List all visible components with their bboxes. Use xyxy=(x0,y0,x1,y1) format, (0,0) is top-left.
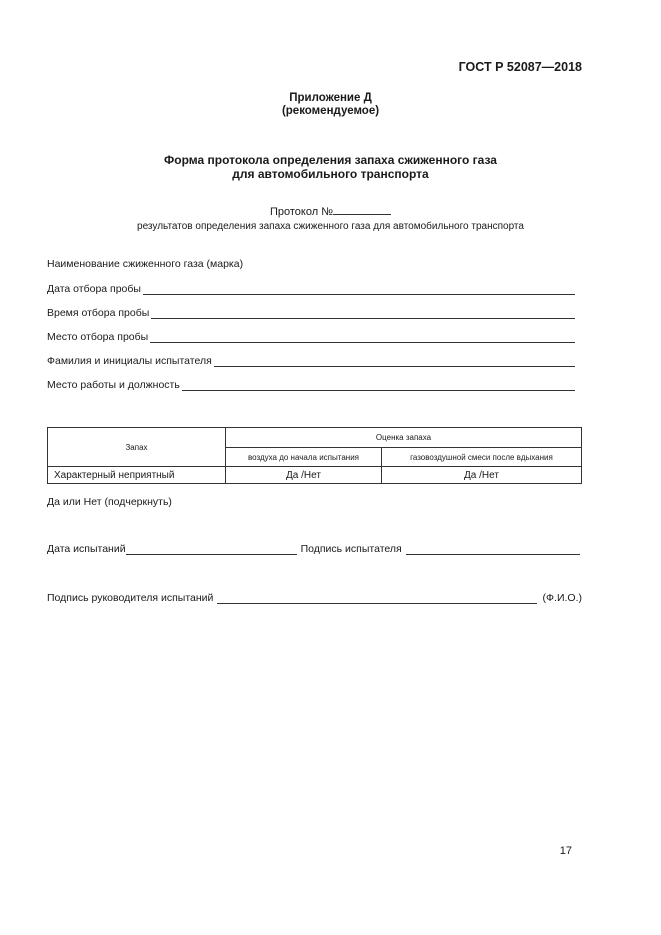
standard-number: ГОСТ Р 52087—2018 xyxy=(458,60,582,74)
protocol-number xyxy=(0,203,661,218)
form-title-line1: Форма протокола определения запаха сжиженного газа xyxy=(164,153,497,167)
manager-sign-label: Подпись руководителя испытаний xyxy=(47,592,214,604)
annex-subtitle: (рекомендуемое) xyxy=(281,105,380,117)
tester-sign-line xyxy=(406,543,580,555)
sample-date-label: Дата отбора пробы xyxy=(47,283,141,295)
sample-date-field xyxy=(47,283,575,295)
row-label: Характерный неприятный xyxy=(48,467,226,484)
protocol-results-text: результатов определения запаха сжиженного газа для автомобильного транспорта xyxy=(137,221,524,232)
manager-sign-line xyxy=(217,592,536,604)
sample-place-field xyxy=(47,331,575,343)
col-smell-header: Запах xyxy=(48,428,226,467)
protocol-number-blank xyxy=(333,203,391,215)
col-before-header: воздуха до начала испытания xyxy=(226,448,382,467)
col-eval-header: Оценка запаха xyxy=(226,428,582,448)
workplace-label: Место работы и должность xyxy=(47,379,180,391)
smell-evaluation-table xyxy=(47,427,582,484)
tester-name-field xyxy=(47,355,575,367)
sample-place-line xyxy=(150,331,575,343)
annex-title: Приложение Д xyxy=(289,92,372,104)
tester-name-line xyxy=(214,355,575,367)
sample-place-label: Место отбора пробы xyxy=(47,331,149,343)
tester-sign-label: Подпись испытателя xyxy=(300,543,402,555)
row-before-value: Да /Нет xyxy=(226,467,382,484)
page-number: 17 xyxy=(559,845,572,857)
row-after-value: Да /Нет xyxy=(381,467,581,484)
tester-name-label: Фамилия и инициалы испытателя xyxy=(47,355,212,367)
sample-time-field xyxy=(47,307,575,319)
form-title-line2: для автомобильного транспорта xyxy=(232,167,429,181)
sample-time-label: Время отбора пробы xyxy=(47,307,150,319)
col-after-header: газовоздушной смеси после вдыхания xyxy=(381,448,581,467)
underline-note: Да или Нет (подчеркнуть) xyxy=(47,496,172,508)
test-date-signature-row xyxy=(47,543,580,555)
test-date-line xyxy=(126,543,297,555)
test-date-label: Дата испытаний xyxy=(47,543,126,555)
protocol-label: Протокол № xyxy=(269,206,334,218)
sample-time-line xyxy=(151,307,575,319)
gas-name-label: Наименование сжиженного газа (марка) xyxy=(47,258,244,270)
sample-date-line xyxy=(143,283,575,295)
workplace-field xyxy=(47,379,575,391)
manager-signature-row xyxy=(47,592,582,604)
workplace-line xyxy=(182,379,575,391)
fio-label: (Ф.И.О.) xyxy=(542,592,582,604)
table-row xyxy=(48,467,582,484)
